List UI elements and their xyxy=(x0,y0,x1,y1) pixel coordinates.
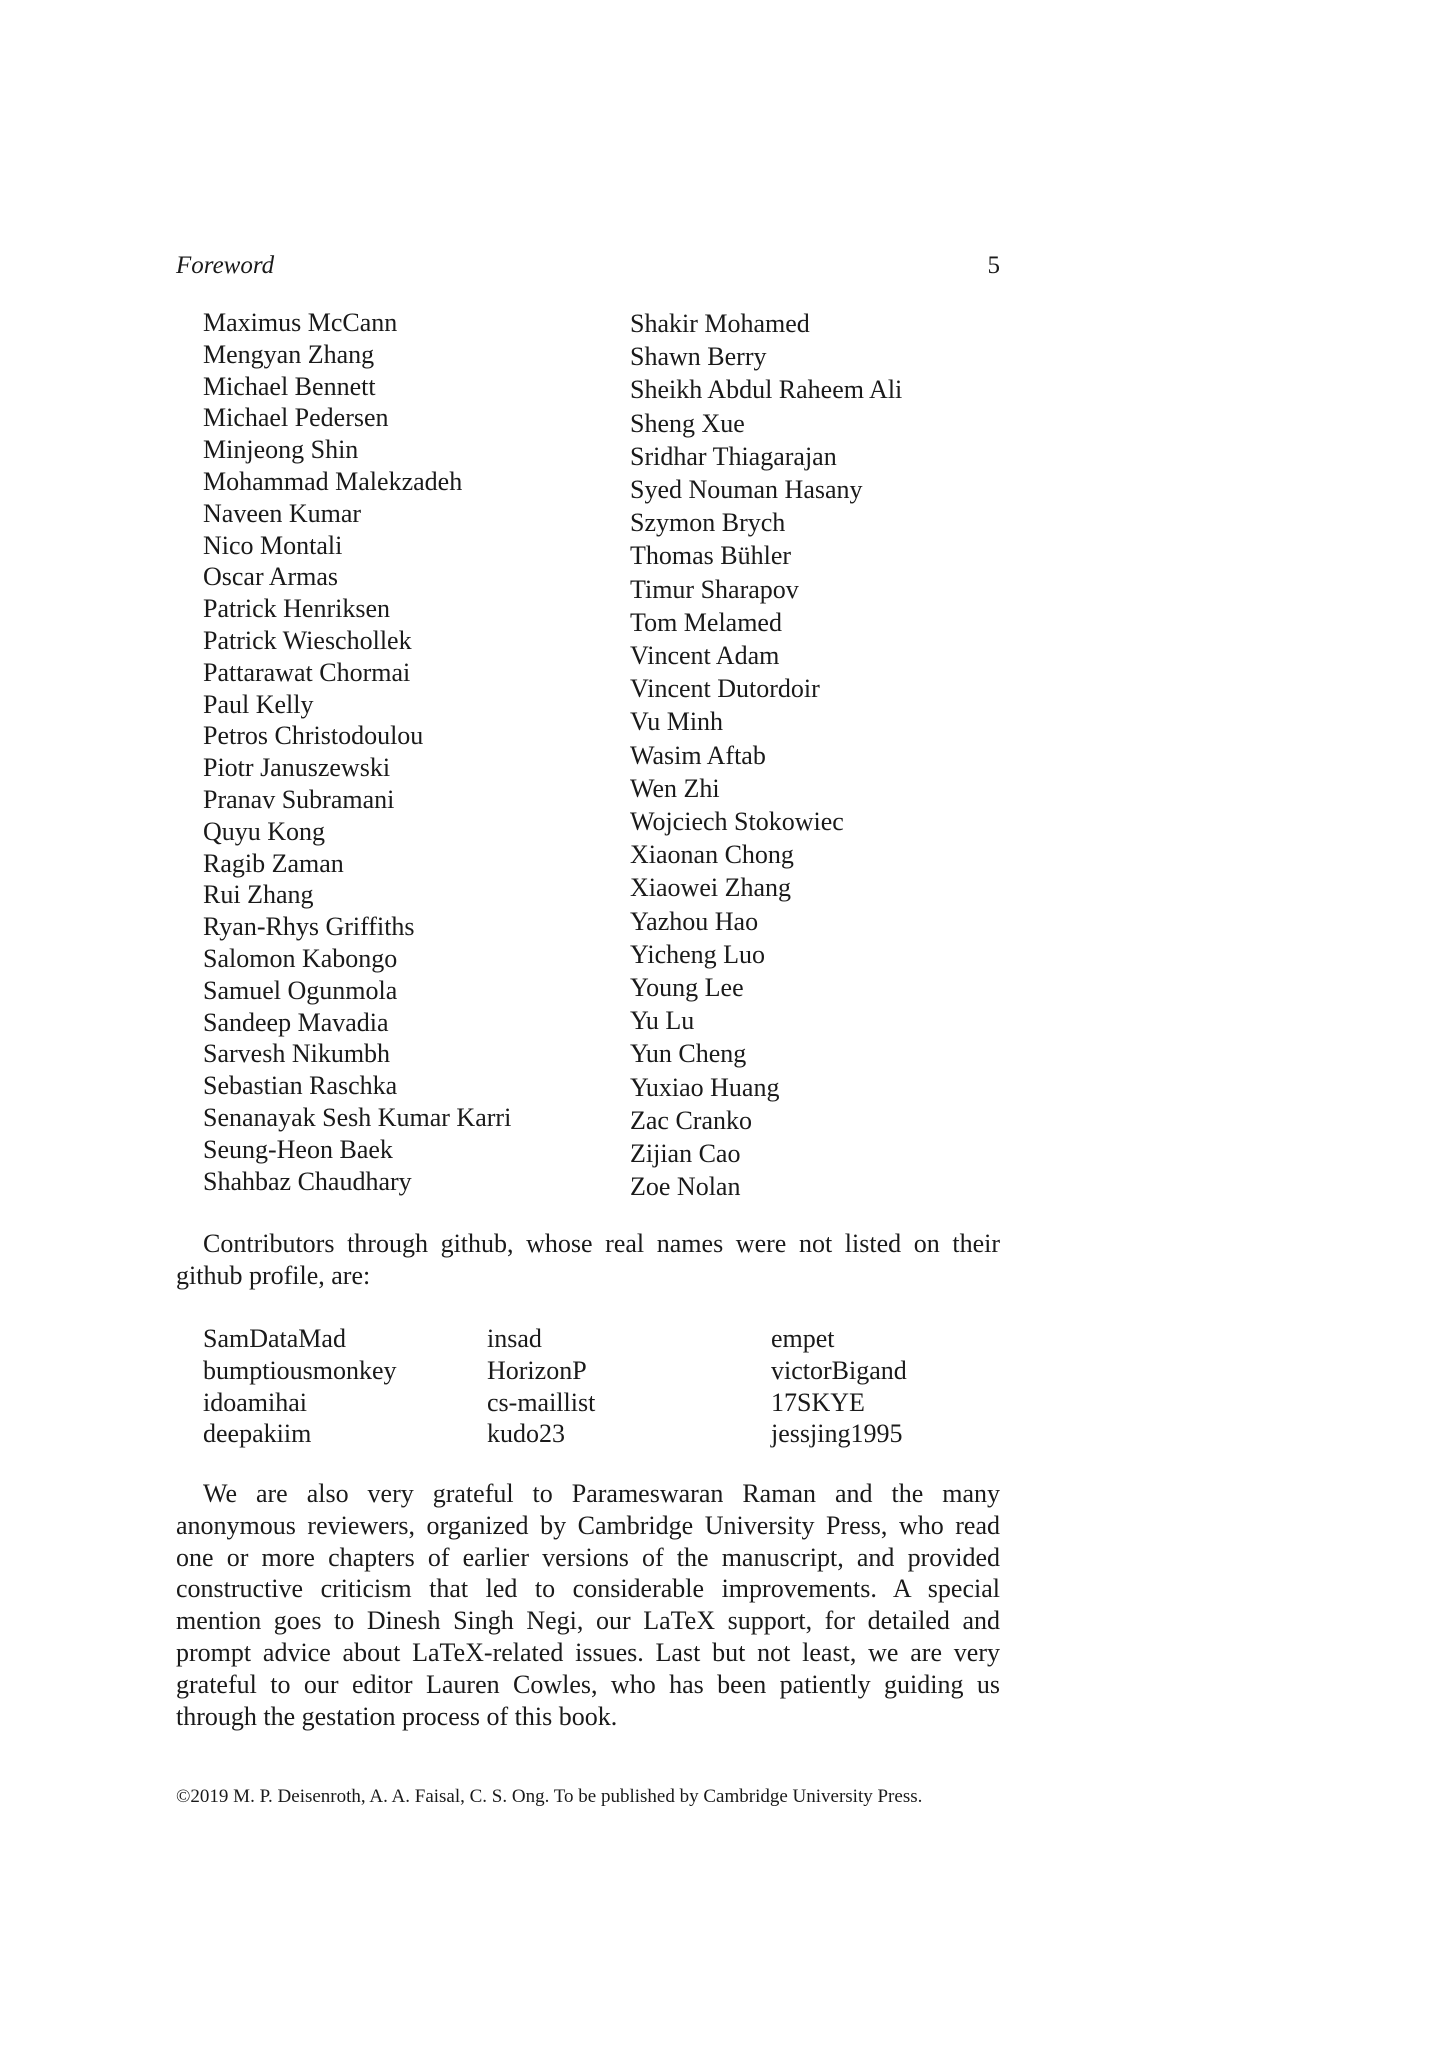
contributor-name: Wen Zhi xyxy=(630,773,720,803)
contributor-name: Vincent Adam xyxy=(630,641,780,671)
github-handle: cs-maillist xyxy=(487,1387,596,1417)
contributor-name: Young Lee xyxy=(630,973,744,1003)
contributor-name: Mohammad Malekzadeh xyxy=(203,466,463,496)
contributor-name: Petros Christodoulou xyxy=(203,721,424,751)
contributor-name: Syed Nouman Hasany xyxy=(630,475,863,505)
contributor-name: Rui Zhang xyxy=(203,880,314,910)
contributor-name: Timur Sharapov xyxy=(630,574,799,604)
contributor-name: Oscar Armas xyxy=(203,562,339,592)
contributor-name: Michael Bennett xyxy=(203,371,376,401)
github-handle: jessjing1995 xyxy=(771,1419,903,1449)
contributor-name: Thomas Bühler xyxy=(630,541,792,571)
github-handle: victorBigand xyxy=(771,1355,907,1385)
github-handle: deepakiim xyxy=(203,1419,312,1449)
contributor-names-left-column xyxy=(203,307,623,1197)
contributor-name: Wojciech Stokowiec xyxy=(630,807,844,837)
contributor-name: Piotr Januszewski xyxy=(203,753,391,783)
github-intro-paragraph xyxy=(176,1228,1000,1292)
contributor-name: Wasim Aftab xyxy=(630,740,766,770)
contributor-name: Sheng Xue xyxy=(630,408,745,438)
github-handle: HorizonP xyxy=(487,1355,587,1385)
handles-row xyxy=(203,1355,1000,1387)
contributor-name: Yuxiao Huang xyxy=(630,1072,780,1102)
github-handle: 17SKYE xyxy=(771,1387,865,1417)
contributor-name: Vu Minh xyxy=(630,707,724,737)
contributor-name: Xiaonan Chong xyxy=(630,840,794,870)
contributor-name: Zijian Cao xyxy=(630,1139,741,1169)
contributor-name: Sandeep Mavadia xyxy=(203,1007,389,1037)
contributor-name: Yu Lu xyxy=(630,1006,695,1036)
github-handle: idoamihai xyxy=(203,1387,307,1417)
contributor-name: Ragib Zaman xyxy=(203,848,344,878)
contributor-name: Sarvesh Nikumbh xyxy=(203,1039,391,1069)
github-handle: empet xyxy=(771,1324,835,1353)
contributor-name: Tom Melamed xyxy=(630,607,782,637)
handles-row xyxy=(203,1323,1000,1355)
github-handle: SamDataMad xyxy=(203,1324,346,1353)
acknowledgment-paragraph xyxy=(176,1478,1000,1732)
github-handles-table xyxy=(203,1323,1000,1450)
contributor-name: Sebastian Raschka xyxy=(203,1071,398,1101)
github-handle: insad xyxy=(487,1324,542,1353)
contributor-name: Zac Cranko xyxy=(630,1105,753,1135)
handles-row xyxy=(203,1387,1000,1419)
contributor-name: Yazhou Hao xyxy=(630,906,759,936)
handles-row xyxy=(203,1418,1000,1450)
contributor-name: Xiaowei Zhang xyxy=(630,873,792,903)
github-handle: bumptiousmonkey xyxy=(203,1355,397,1385)
contributor-name: Michael Pedersen xyxy=(203,403,389,433)
contributor-name: Yicheng Luo xyxy=(630,939,766,969)
contributor-name: Yun Cheng xyxy=(630,1039,747,1069)
contributor-name: Paul Kelly xyxy=(203,689,314,719)
contributor-name: Mengyan Zhang xyxy=(203,339,375,369)
contributor-name: Patrick Henriksen xyxy=(203,594,391,624)
contributor-name: Maximus McCann xyxy=(203,308,398,337)
contributor-name: Zoe Nolan xyxy=(630,1172,741,1202)
contributor-name: Pranav Subramani xyxy=(203,784,395,814)
acknowledgment-text: We are also very grateful to Parameswaran Raman and the many anonymous reviewers, organized by Cambridge University Press, who read one or more chapters of earlier versions of the manuscript, and provided constructive criticism that led to considerable improvements. A special mention goes to Dinesh Singh Negi, our LaTeX support, for detailed and prompt advice about LaTeX-related issues. Last but not least, we are very grateful to our editor Lauren Cowles, who has been patiently guiding us through the gestation process of this book. xyxy=(176,1479,1000,1731)
contributor-name: Nico Montali xyxy=(203,530,343,560)
contributor-name: Vincent Dutordoir xyxy=(630,674,820,704)
contributor-name: Senanayak Sesh Kumar Karri xyxy=(203,1102,512,1132)
contributor-name: Shawn Berry xyxy=(630,342,767,372)
contributor-name: Patrick Wieschollek xyxy=(203,625,412,655)
contributor-name: Naveen Kumar xyxy=(203,498,362,528)
running-title: Foreword xyxy=(176,252,275,279)
contributor-name: Sheikh Abdul Raheem Ali xyxy=(630,375,903,405)
contributor-names-right-column xyxy=(630,307,1010,1203)
contributor-name: Pattarawat Chormai xyxy=(203,657,411,687)
contributor-name: Salomon Kabongo xyxy=(203,943,398,973)
copyright-footer: ©2019 M. P. Deisenroth, A. A. Faisal, C. S. Ong. To be published by Cambridge University Press. xyxy=(176,1786,923,1807)
github-handle: kudo23 xyxy=(487,1419,565,1449)
contributor-name: Shakir Mohamed xyxy=(630,309,810,338)
contributor-name: Samuel Ogunmola xyxy=(203,975,398,1005)
running-header xyxy=(176,252,1000,288)
contributor-name: Szymon Brych xyxy=(630,508,786,538)
github-intro-text: Contributors through github, whose real names were not listed on their github profile, are: xyxy=(176,1229,1000,1290)
contributor-name: Shahbaz Chaudhary xyxy=(203,1166,412,1196)
contributor-name: Minjeong Shin xyxy=(203,435,359,465)
page-number: 5 xyxy=(987,252,1000,279)
contributor-name: Sridhar Thiagarajan xyxy=(630,441,837,471)
contributor-name: Ryan-Rhys Griffiths xyxy=(203,912,415,942)
contributor-name: Quyu Kong xyxy=(203,816,326,846)
contributor-name: Seung-Heon Baek xyxy=(203,1134,393,1164)
